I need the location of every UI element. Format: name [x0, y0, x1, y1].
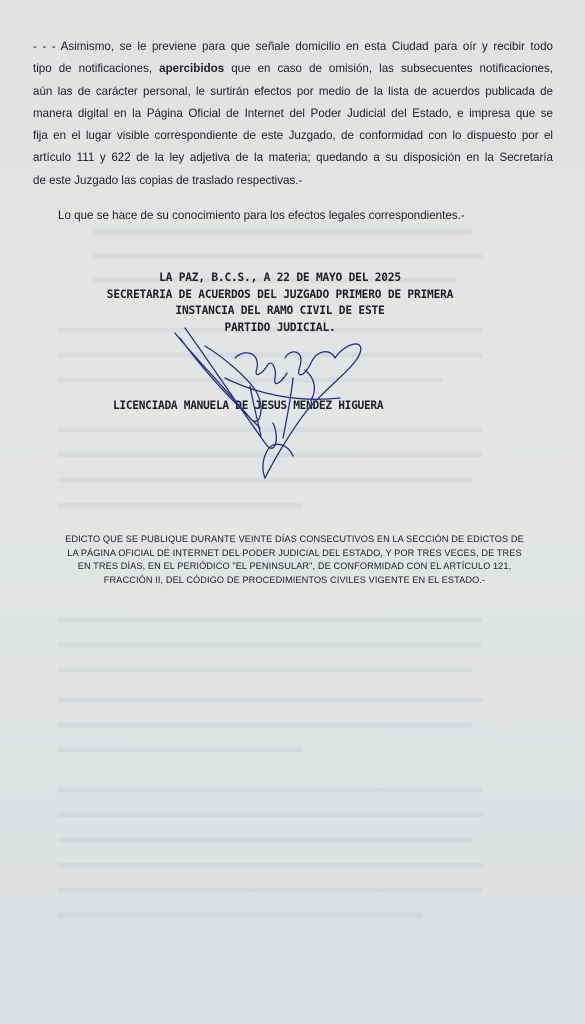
edict-line-3: EN TRES DÍAS, EN EL PERIÓDICO "EL PENINSULAR", DE CONFORMIDAD CON EL ARTÍCULO 121,: [77, 561, 512, 571]
paragraph-line-7: de este Juzgado las copias de traslado respectivas.-: [33, 173, 303, 187]
handwritten-signature: [165, 318, 375, 488]
edict-line-2: LA PÁGINA OFICIAL DE INTERNET DEL PODER JUDICIAL DEL ESTADO, Y POR TRES VECES, DE TRES: [67, 547, 522, 558]
bold-word-apercibidos: apercibidos: [159, 62, 225, 76]
closing-line: Lo que se hace de su conocimiento para los efectos legales correspondientes.-: [58, 209, 465, 222]
paragraph-line-2-start: tipo de notificaciones,: [33, 62, 160, 76]
paragraph-line-6: artículo 111 y 622 de la ley adjetiva de la materia; quedando a su disposición en la Secretaría: [33, 151, 553, 165]
body-paragraph: [33, 36, 553, 192]
heading-office-line-3: PARTIDO JUDICIAL.: [224, 320, 336, 334]
edict-line-1: EDICTO QUE SE PUBLIQUE DURANTE VEINTE DÍAS CONSECUTIVOS EN LA SECCIÓN DE EDICTOS DE: [65, 534, 524, 544]
heading-office-line-1: SECRETARIA DE ACUERDOS DEL JUZGADO PRIMERO DE PRIMERA: [106, 287, 454, 301]
paragraph-line-5: fija en el lugar visible correspondiente de este Juzgado, de conformidad con lo dispuesto por el: [33, 129, 553, 143]
edict-line-4: FRACCIÓN II, DEL CÓDIGO DE PROCEDIMIENTOS CIVILES VIGENTE EN EL ESTADO.-: [103, 574, 486, 585]
paragraph-line-2: [33, 58, 553, 80]
paragraph-line-4: manera digital en la Página Oficial de Internet del Poder Judicial del Estado, e impresa que se: [33, 106, 553, 120]
paragraph-line-1: - - - Asimismo, se le previene para que señale domicilio en esta Ciudad para oír y recibir todo: [33, 40, 553, 53]
heading-office-line-2: INSTANCIA DEL RAMO CIVIL DE ESTE: [175, 304, 385, 317]
edict-notice: [22, 533, 567, 587]
paragraph-line-3: aún las de carácter personal, le surtirán efectos por medio de la lista de acuerdos publicada de: [33, 84, 553, 98]
heading-place-date: LA PAZ, B.C.S., A 22 DE MAYO DEL 2025: [159, 271, 401, 284]
signer-name: LICENCIADA MANUELA DE JESUS MENDEZ HIGUERA: [113, 399, 384, 412]
paragraph-line-2-end: que en caso de omisión, las subsecuentes notificaciones,: [224, 62, 553, 76]
